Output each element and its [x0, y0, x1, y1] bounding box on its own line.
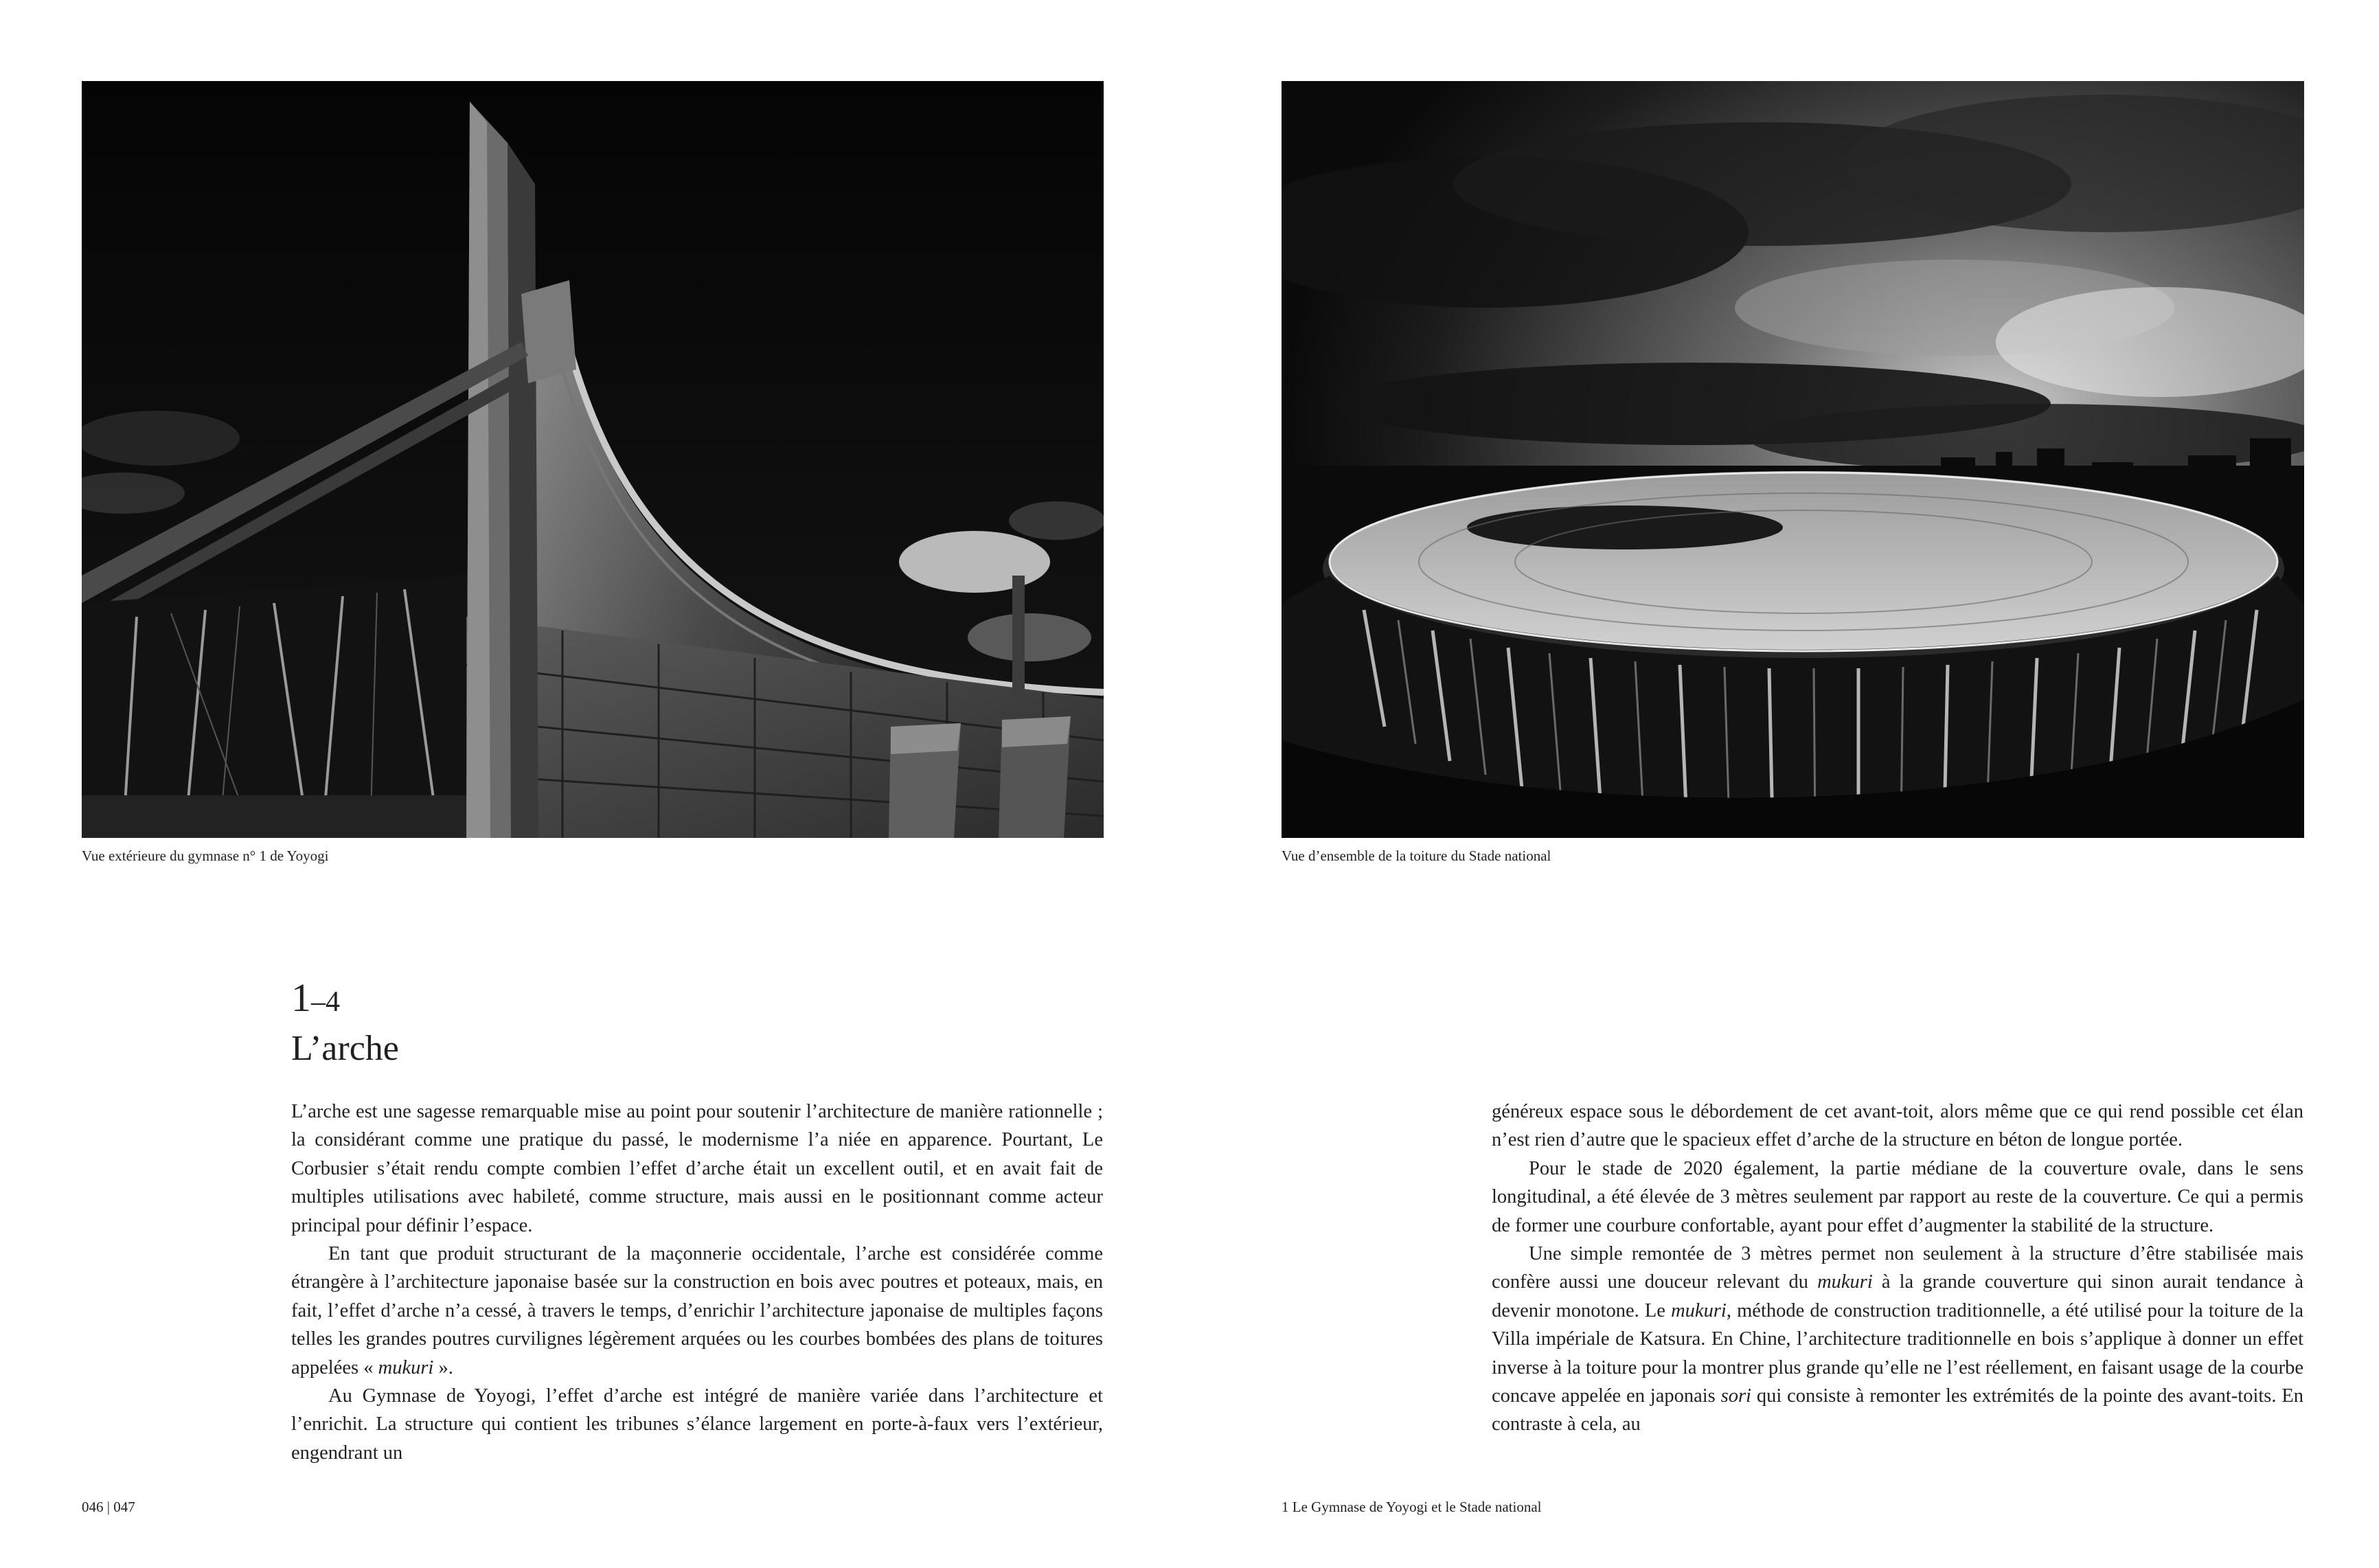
paragraph-text: L’arche est une sagesse remarquable mise au point pour soutenir l’architecture de manière rationnelle ; la considérant comme une pratique du passé, le modernisme l’a niée en apparence. Pourtant, Le Corbusier s’était rendu compte combien l’effet d’arche était un excellent outil, et en avait fait de multiples utilisations avec habileté, comme structure, mais aussi en le positionnant comme acteur principal pour définir l’espace. [291, 1101, 1103, 1236]
running-footer: 1 Le Gymnase de Yoyogi et le Stade national [1282, 1499, 1542, 1515]
section-number-main: 1 [291, 975, 311, 1020]
yoyogi-gymnasium-image [82, 81, 1104, 838]
paragraph-text: En tant que produit structurant de la maçonnerie occidentale, l’arche est considérée comme étrangère à l’architecture japonaise basée sur la construction en bois avec poutres et poteaux, mais, en fait, l’effet d’arche n’a cessé, à travers le temps, d’enrichir l’architecture japonaise de multiples façons telles les grandes poutres curvilignes légèrement arquées ou les courbes bombées des plans de toitures appelées « [291, 1243, 1103, 1378]
italic-term: sori [1720, 1385, 1751, 1407]
italic-term: mukuri [1817, 1271, 1873, 1293]
paragraph-text: qui consiste à remonter les extrémités de la pointe des avant-toits. En contraste à cela, au [1492, 1385, 2303, 1435]
section-number-sub: –4 [311, 986, 340, 1018]
body-column-left [291, 1098, 1103, 1467]
photo-national-stadium [1282, 81, 2304, 838]
paragraph-text: Au Gymnase de Yoyogi, l’effet d’arche est intégré de manière variée dans l’architecture et l’enrichit. La structure qui contient les tribunes s’élance largement en porte-à-faux vers l’extérieur, engendrant un [291, 1385, 1103, 1464]
paragraph-text: à la grande couverture qui sinon aurait tendance à devenir monotone. Le [1492, 1271, 2303, 1321]
national-stadium-image [1282, 81, 2304, 838]
body-column-right [1492, 1098, 2303, 1439]
paragraph [1492, 1098, 2303, 1155]
paragraph [1492, 1240, 2303, 1439]
italic-term: mukuri [378, 1356, 434, 1378]
photo-caption-left: Vue extérieure du gymnase n° 1 de Yoyogi [82, 848, 329, 864]
photo-yoyogi-gymnasium [82, 81, 1104, 838]
paragraph-text: Pour le stade de 2020 également, la partie médiane de la couverture ovale, dans le sens longitudinal, a été élevée de 3 mètres seulement par rapport au reste de la couverture. Ce qui a permis de former une courbure confortable, ayant pour effet d’augmenter la stabilité de la structure. [1492, 1157, 2303, 1236]
paragraph-text: Une simple remontée de 3 mètres permet non seulement à la structure d’être stabilisée mais confère aussi une douceur relevant du [1492, 1243, 2303, 1293]
section-number [291, 974, 340, 1026]
section-title: L’arche [291, 1029, 399, 1068]
paragraph [291, 1098, 1103, 1240]
paragraph [1492, 1155, 2303, 1240]
photo-caption-right: Vue d’ensemble de la toiture du Stade national [1282, 848, 1551, 864]
paragraph-text: , méthode de construction traditionnelle, a été utilisé pour la toiture de la Villa impériale de Katsura. En Chine, l’architecture traditionnelle en bois s’applique à donner un effet inverse à la toiture pour la montrer plus grande qu’elle ne l’est réellement, en faisant usage de la courbe concave appelée en japonais [1492, 1299, 2303, 1407]
paragraph-text: ». [433, 1356, 453, 1378]
paragraph [291, 1382, 1103, 1467]
paragraph-text: généreux espace sous le débordement de cet avant-toit, alors même que ce qui rend possible cet élan n’est rien d’autre que le spacieux effet d’arche de la structure en béton de longue portée. [1492, 1101, 2303, 1151]
paragraph [291, 1240, 1103, 1382]
italic-term: mukuri [1671, 1299, 1727, 1321]
page-numbers: 046 | 047 [82, 1499, 135, 1515]
